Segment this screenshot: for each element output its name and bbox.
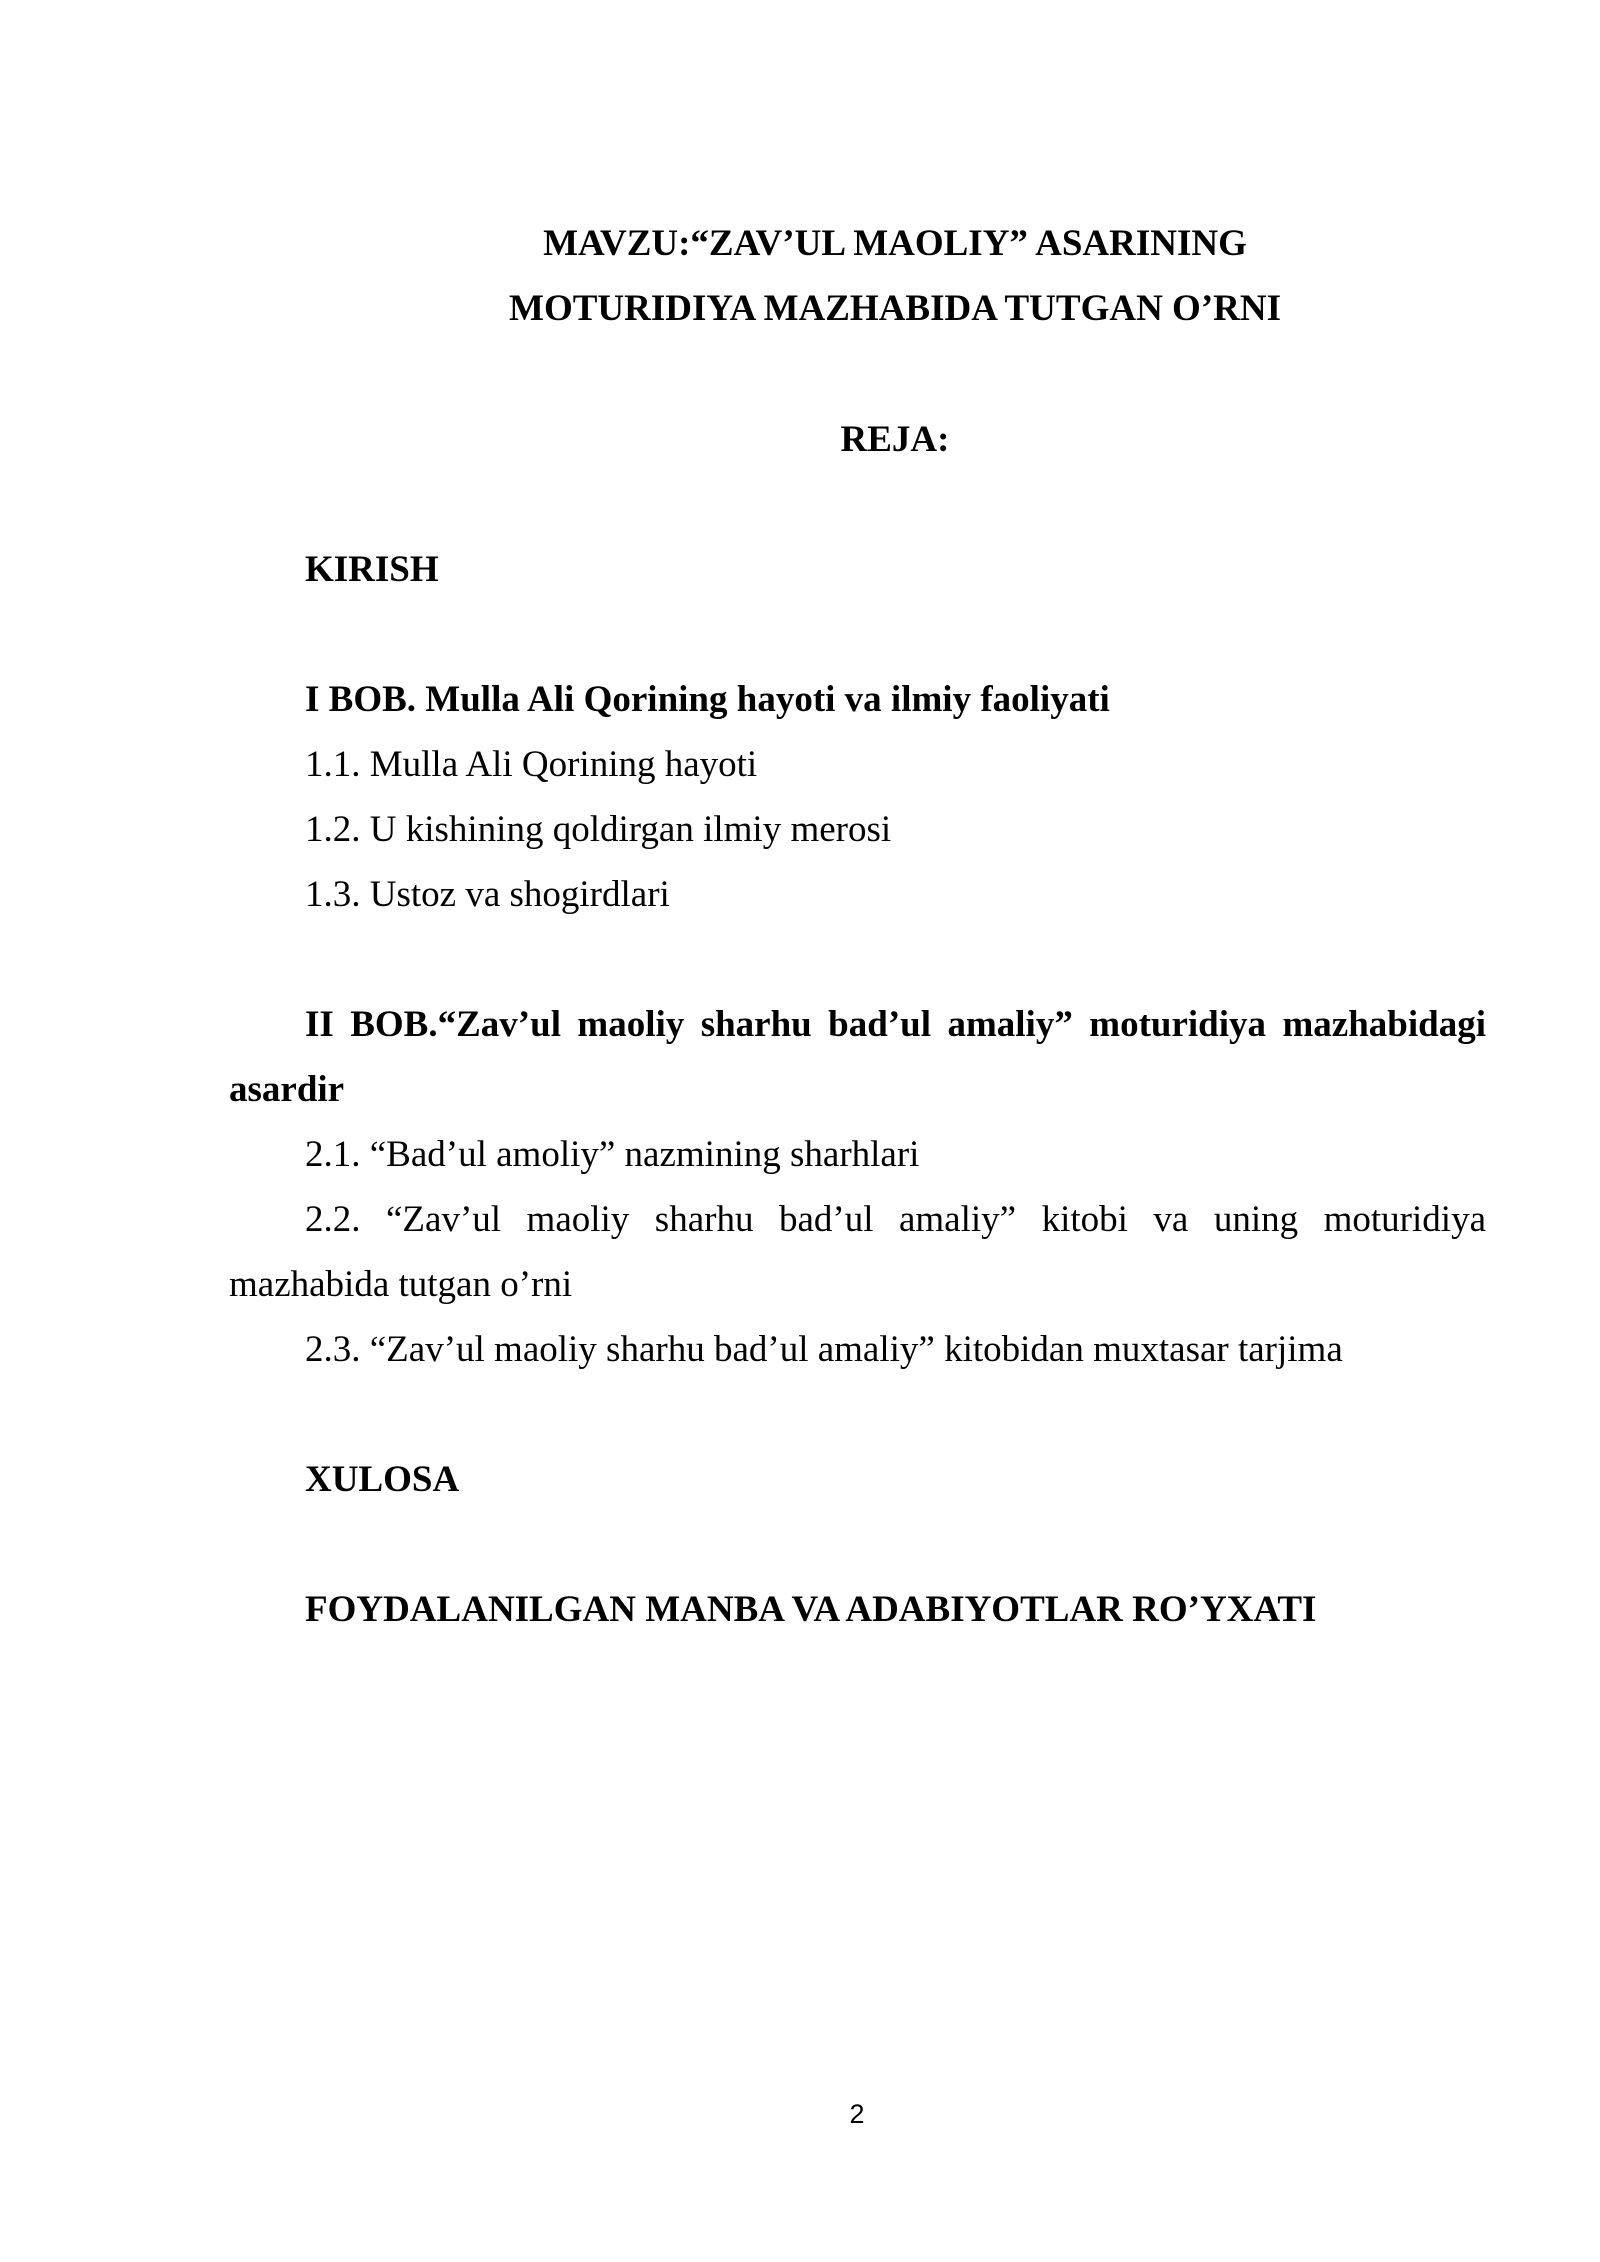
conclusion-heading: XULOSA [305,1459,460,1500]
plan-heading: REJA: [840,419,950,460]
chapter-2-item: 2.3. “Zav’ul maoliy sharhu bad’ul amaliy” kitobidan muxtasar tarjima [305,1329,1343,1370]
page-number: 2 [849,2099,865,2129]
chapter-1-item: 1.1. Mulla Ali Qorining hayoti [305,744,758,785]
chapter-2-item: 2.1. “Bad’ul amoliy” nazmining sharhlari [305,1134,920,1175]
chapter-1-item: 1.3. Ustoz va shogirdlari [305,874,670,915]
chapter-1-item: 1.2. U kishining qoldirgan ilmiy merosi [305,809,892,850]
title-line-2: MOTURIDIYA MAZHABIDA TUTGAN O’RNI [509,288,1281,329]
intro-heading: KIRISH [305,549,439,590]
chapter-2-item-line-1: 2.2. “Zav’ul maoliy sharhu bad’ul amaliy” kitobi va uning moturidiya [305,1199,1486,1240]
references-heading: FOYDALANILGAN MANBA VA ADABIYOTLAR RO’YXATI [305,1589,1317,1630]
title-line-1: MAVZU:“ZAV’UL MAOLIY” ASARINING [543,223,1247,264]
chapter-2-item-line-2: mazhabida tutgan o’rni [229,1264,573,1305]
chapter-1-heading: I BOB. Mulla Ali Qorining hayoti va ilmiy faoliyati [305,679,1110,720]
chapter-2-heading-line-1: II BOB.“Zav’ul maoliy sharhu bad’ul amaliy” moturidiya mazhabidagi [305,1004,1486,1045]
chapter-2-heading-line-2: asardir [229,1069,345,1110]
